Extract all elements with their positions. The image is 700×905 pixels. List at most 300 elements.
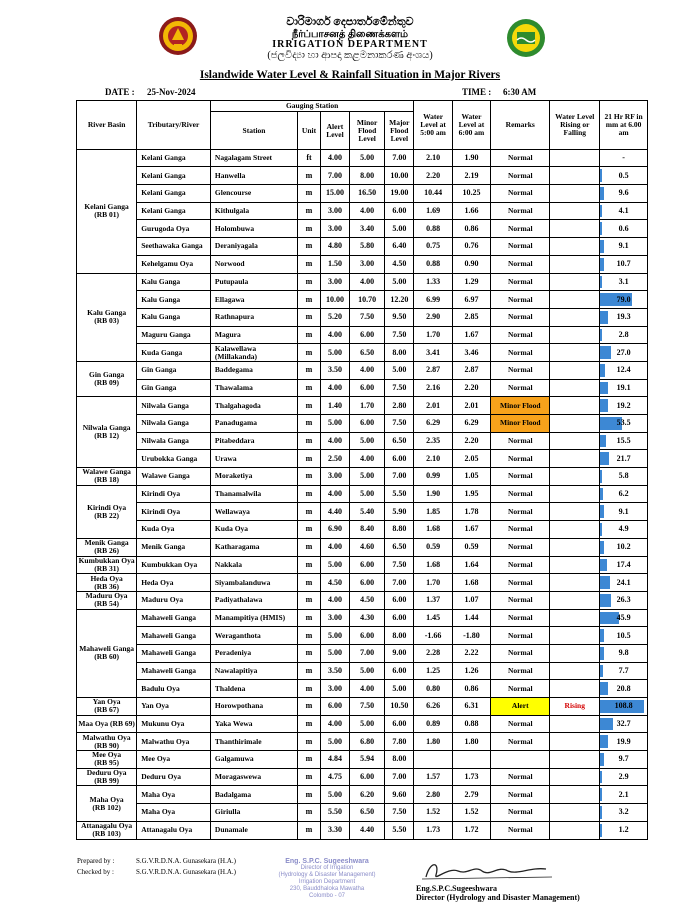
minor-flood-cell: 5.00 [349, 715, 384, 733]
tributary-cell: Nilwala Ganga [137, 432, 211, 450]
unit-cell: m [298, 485, 321, 503]
table-row [77, 415, 648, 433]
rainfall-bar [600, 612, 618, 625]
alert-level-cell: 5.00 [320, 786, 349, 804]
rainfall-bar [600, 665, 603, 678]
unit-cell: m [298, 379, 321, 397]
rainfall-bar [600, 523, 602, 536]
rainfall-value: 24.1 [616, 577, 631, 587]
water-level-6am-cell: 3.46 [452, 344, 490, 362]
date-value: 25-Nov-2024 [147, 87, 196, 97]
tributary-cell: Mahaweli Ganga [137, 662, 211, 680]
station-cell: Kalawellawa (Millakanda) [210, 344, 297, 362]
tributary-cell: Maha Oya [137, 804, 211, 822]
minor-flood-cell: 4.60 [349, 538, 384, 556]
minor-flood-cell: 6.00 [349, 768, 384, 786]
water-level-6am-cell [452, 751, 490, 769]
col-gauging-station: Gauging Station [210, 101, 413, 112]
remarks-cell: Normal [491, 344, 550, 362]
river-basin-cell: Maduru Oya (RB 54) [77, 591, 137, 609]
river-basin-cell: Kumbukkan Oya (RB 31) [77, 556, 137, 574]
tributary-cell: Attanagalu Oya [137, 821, 211, 839]
table-row [77, 361, 648, 379]
stamp-line: 230, Bauddhaloka Mawatha [289, 886, 365, 892]
rising-falling-cell [550, 344, 600, 362]
rising-falling-cell [550, 804, 600, 822]
remarks-cell: Normal [491, 574, 550, 592]
remarks-cell: Minor Flood [491, 397, 550, 415]
station-cell: Hanwella [210, 167, 297, 185]
rainfall-cell [600, 804, 648, 822]
remarks-cell: Normal [491, 662, 550, 680]
rainfall-bar [600, 364, 605, 377]
unit-cell: m [298, 185, 321, 203]
rising-falling-cell [550, 450, 600, 468]
rising-falling-cell [550, 273, 600, 291]
rainfall-value: 1.2 [618, 825, 629, 835]
rainfall-value: 0.6 [618, 223, 629, 233]
water-level-6am-cell: 2.19 [452, 167, 490, 185]
rainfall-value: 53.5 [616, 418, 631, 428]
rising-falling-cell [550, 662, 600, 680]
tributary-cell: Gin Ganga [137, 361, 211, 379]
table-row [77, 432, 648, 450]
rainfall-cell [600, 609, 648, 627]
rainfall-cell [600, 556, 648, 574]
station-cell: Thanthirimale [210, 733, 297, 751]
checked-by-value: S.G.V.R.D.N.A. Gunasekara (H.A.) [136, 868, 236, 876]
minor-flood-cell: 4.00 [349, 450, 384, 468]
alert-level-cell: 5.20 [320, 308, 349, 326]
table-row [77, 538, 648, 556]
major-flood-cell: 6.00 [385, 202, 414, 220]
rainfall-cell [600, 238, 648, 256]
minor-flood-cell: 4.00 [349, 680, 384, 698]
river-basin-cell: Nilwala Ganga (RB 12) [77, 397, 137, 468]
remarks-cell: Normal [491, 291, 550, 309]
unit-cell: m [298, 167, 321, 185]
tributary-cell: Kirindi Oya [137, 503, 211, 521]
rising-falling-cell [550, 167, 600, 185]
rainfall-cell [600, 698, 648, 716]
rising-falling-cell [550, 538, 600, 556]
rainfall-bar [600, 311, 608, 324]
minor-flood-cell: 6.00 [349, 556, 384, 574]
remarks-cell: Normal [491, 326, 550, 344]
table-row [77, 733, 648, 751]
tributary-cell: Badulu Oya [137, 680, 211, 698]
tributary-cell: Mee Oya [137, 751, 211, 769]
remarks-cell: Normal [491, 715, 550, 733]
water-level-6am-cell: 1.64 [452, 556, 490, 574]
table-row [77, 574, 648, 592]
rainfall-bar [600, 169, 602, 182]
tributary-cell: Maha Oya [137, 786, 211, 804]
minor-flood-cell: 10.70 [349, 291, 384, 309]
rising-falling-cell [550, 821, 600, 839]
water-level-6am-cell: 0.90 [452, 255, 490, 273]
water-level-6am-cell: 1.90 [452, 150, 490, 167]
unit-cell: m [298, 468, 321, 486]
rainfall-cell [600, 326, 648, 344]
rainfall-bar [600, 205, 602, 218]
major-flood-cell: 6.50 [385, 538, 414, 556]
water-level-6am-cell: 2.20 [452, 432, 490, 450]
tributary-cell: Kelani Ganga [137, 202, 211, 220]
station-cell: Moraketiya [210, 468, 297, 486]
water-level-6am-cell: 1.78 [452, 503, 490, 521]
rising-falling-cell [550, 627, 600, 645]
minor-flood-cell: 6.50 [349, 344, 384, 362]
station-cell: Deraniyagala [210, 238, 297, 256]
station-cell: Kuda Oya [210, 521, 297, 539]
minor-flood-cell: 5.00 [349, 485, 384, 503]
alert-level-cell: 5.00 [320, 644, 349, 662]
river-basin-cell: Deduru Oya (RB 99) [77, 768, 137, 786]
unit-cell: m [298, 751, 321, 769]
rising-falling-cell [550, 556, 600, 574]
rainfall-cell [600, 503, 648, 521]
rising-falling-cell [550, 220, 600, 238]
stamp-line: (Hydrology & Disaster Management) [278, 872, 376, 878]
remarks-cell: Normal [491, 308, 550, 326]
unit-cell: m [298, 680, 321, 698]
remarks-cell: Normal [491, 220, 550, 238]
rising-falling-cell [550, 432, 600, 450]
water-level-5am-cell: 0.88 [414, 220, 452, 238]
unit-cell: m [298, 609, 321, 627]
tributary-cell: Mukunu Oya [137, 715, 211, 733]
rainfall-bar [600, 505, 604, 518]
rising-falling-cell [550, 361, 600, 379]
rising-falling-cell [550, 468, 600, 486]
table-row [77, 609, 648, 627]
minor-flood-cell: 1.70 [349, 397, 384, 415]
rainfall-bar [600, 771, 602, 784]
remarks-cell: Normal [491, 786, 550, 804]
water-level-6am-cell: 0.76 [452, 238, 490, 256]
tributary-cell: Mahaweli Ganga [137, 627, 211, 645]
alert-level-cell: 4.00 [320, 591, 349, 609]
alert-level-cell: 4.00 [320, 379, 349, 397]
unit-cell: m [298, 202, 321, 220]
rainfall-cell [600, 291, 648, 309]
unit-cell: m [298, 344, 321, 362]
major-flood-cell: 7.00 [385, 768, 414, 786]
remarks-cell: Normal [491, 644, 550, 662]
rainfall-bar [600, 240, 604, 253]
alert-level-cell: 6.90 [320, 521, 349, 539]
minor-flood-cell: 5.00 [349, 432, 384, 450]
rainfall-bar [600, 576, 610, 589]
alert-level-cell: 4.40 [320, 503, 349, 521]
remarks-cell: Normal [491, 521, 550, 539]
tributary-cell: Nilwala Ganga [137, 397, 211, 415]
unit-cell: m [298, 591, 321, 609]
rainfall-cell [600, 415, 648, 433]
alert-level-cell: 1.50 [320, 255, 349, 273]
unit-cell: m [298, 733, 321, 751]
water-level-5am-cell: 2.87 [414, 361, 452, 379]
water-level-6am-cell: 2.79 [452, 786, 490, 804]
rising-falling-cell [550, 150, 600, 167]
rainfall-cell [600, 397, 648, 415]
unit-cell: m [298, 308, 321, 326]
rainfall-value: 32.7 [616, 719, 631, 729]
station-cell: Nagalagam Street [210, 150, 297, 167]
rising-falling-cell [550, 202, 600, 220]
tributary-cell: Gurugoda Oya [137, 220, 211, 238]
major-flood-cell: 6.00 [385, 450, 414, 468]
rainfall-cell [600, 185, 648, 203]
remarks-cell: Normal [491, 680, 550, 698]
rising-falling-cell [550, 733, 600, 751]
rainfall-bar [600, 629, 604, 642]
alert-level-cell: 7.00 [320, 167, 349, 185]
rainfall-cell [600, 308, 648, 326]
tributary-cell: Kalu Ganga [137, 273, 211, 291]
tributary-cell: Gin Ganga [137, 379, 211, 397]
table-row [77, 786, 648, 804]
water-level-6am-cell: 2.85 [452, 308, 490, 326]
remarks-cell: Normal [491, 591, 550, 609]
rainfall-bar [600, 258, 604, 271]
unit-cell: m [298, 804, 321, 822]
tributary-cell: Mahaweli Ganga [137, 609, 211, 627]
station-cell: Nawalapitiya [210, 662, 297, 680]
unit-cell: m [298, 415, 321, 433]
rainfall-cell [600, 751, 648, 769]
remarks-cell: Normal [491, 185, 550, 203]
water-level-5am-cell: 10.44 [414, 185, 452, 203]
water-level-5am-cell: 0.88 [414, 255, 452, 273]
station-cell: Norwood [210, 255, 297, 273]
rainfall-value: 26.3 [616, 595, 631, 605]
unit-cell: m [298, 627, 321, 645]
rainfall-bar [600, 488, 602, 501]
rainfall-value: 9.7 [618, 754, 629, 764]
alert-level-cell: 5.00 [320, 627, 349, 645]
river-basin-cell: Kelani Ganga (RB 01) [77, 150, 137, 274]
table-row [77, 662, 648, 680]
remarks-cell: Alert [491, 698, 550, 716]
water-level-6am-cell: 10.25 [452, 185, 490, 203]
rainfall-cell [600, 538, 648, 556]
unit-cell: m [298, 255, 321, 273]
rainfall-cell [600, 715, 648, 733]
table-row [77, 238, 648, 256]
station-cell: Moragaswewa [210, 768, 297, 786]
unit-cell: m [298, 521, 321, 539]
station-cell: Siyambalanduwa [210, 574, 297, 592]
table-row [77, 821, 648, 839]
tributary-cell: Nilwala Ganga [137, 415, 211, 433]
minor-flood-cell: 3.00 [349, 255, 384, 273]
station-cell: Glencourse [210, 185, 297, 203]
unit-cell: m [298, 397, 321, 415]
tributary-cell: Walawe Ganga [137, 468, 211, 486]
water-level-5am-cell: 6.99 [414, 291, 452, 309]
minor-flood-cell: 4.50 [349, 591, 384, 609]
table-row [77, 768, 648, 786]
station-cell: Pitabeddara [210, 432, 297, 450]
table-row [77, 556, 648, 574]
tributary-cell: Kelani Ganga [137, 185, 211, 203]
rainfall-value: 10.7 [616, 259, 631, 269]
station-cell: Putupaula [210, 273, 297, 291]
water-level-6am-cell: 0.86 [452, 680, 490, 698]
document-header [0, 0, 700, 70]
station-cell: Wellawaya [210, 503, 297, 521]
col-major-flood-level: Major Flood Level [385, 112, 414, 150]
unit-cell: m [298, 450, 321, 468]
water-level-5am-cell: 1.68 [414, 556, 452, 574]
rainfall-cell [600, 150, 648, 167]
major-flood-cell: 8.00 [385, 751, 414, 769]
rainfall-bar [600, 682, 608, 695]
major-flood-cell: 6.40 [385, 238, 414, 256]
rainfall-bar [600, 382, 608, 395]
water-level-6am-cell: -1.80 [452, 627, 490, 645]
water-level-6am-cell: 2.20 [452, 379, 490, 397]
water-level-5am-cell: 1.70 [414, 574, 452, 592]
river-basin-cell: Walawe Ganga (RB 18) [77, 468, 137, 486]
table-row [77, 344, 648, 362]
station-cell: Katharagama [210, 538, 297, 556]
rainfall-bar [600, 594, 611, 607]
alert-level-cell: 2.50 [320, 450, 349, 468]
rising-falling-cell [550, 609, 600, 627]
station-cell: Thawalama [210, 379, 297, 397]
report-title: Islandwide Water Level & Rainfall Situation in Major Rivers [199, 69, 501, 81]
rainfall-cell [600, 202, 648, 220]
rainfall-cell [600, 255, 648, 273]
water-level-5am-cell: 1.37 [414, 591, 452, 609]
col-station: Station [210, 112, 297, 150]
minor-flood-cell: 5.40 [349, 503, 384, 521]
rainfall-value: 19.9 [616, 736, 631, 746]
rainfall-value: 20.8 [616, 683, 631, 693]
tributary-cell: Yan Oya [137, 698, 211, 716]
unit-cell: m [298, 503, 321, 521]
time-value: 6:30 AM [503, 87, 537, 97]
rainfall-bar [600, 541, 604, 554]
rainfall-value: 5.8 [618, 471, 629, 481]
table-row [77, 202, 648, 220]
water-level-6am-cell: 1.26 [452, 662, 490, 680]
water-level-5am-cell: 6.29 [414, 415, 452, 433]
major-flood-cell: 8.00 [385, 344, 414, 362]
alert-level-cell: 4.00 [320, 715, 349, 733]
irrigation-department-logo-icon [506, 18, 546, 58]
station-cell: Baddegama [210, 361, 297, 379]
rainfall-value: 27.0 [616, 347, 631, 357]
remarks-cell: Normal [491, 627, 550, 645]
unit-cell: m [298, 432, 321, 450]
water-level-5am-cell: 0.99 [414, 468, 452, 486]
station-cell: Thalgahagoda [210, 397, 297, 415]
alert-level-cell: 4.80 [320, 238, 349, 256]
alert-level-cell: 10.00 [320, 291, 349, 309]
rainfall-value: 0.5 [618, 170, 629, 180]
alert-level-cell: 3.50 [320, 662, 349, 680]
water-level-5am-cell: 6.26 [414, 698, 452, 716]
rainfall-value: 12.4 [616, 365, 631, 375]
minor-flood-cell: 3.40 [349, 220, 384, 238]
water-level-5am-cell: 0.80 [414, 680, 452, 698]
water-level-5am-cell: 0.59 [414, 538, 452, 556]
rising-falling-cell [550, 751, 600, 769]
remarks-cell: Normal [491, 379, 550, 397]
alert-level-cell: 3.00 [320, 273, 349, 291]
col-unit: Unit [298, 112, 321, 150]
alert-level-cell: 3.00 [320, 220, 349, 238]
tributary-cell: Menik Ganga [137, 538, 211, 556]
table-row [77, 698, 648, 716]
station-cell: Holombuwa [210, 220, 297, 238]
rainfall-bar [600, 399, 608, 412]
major-flood-cell: 7.00 [385, 574, 414, 592]
alert-level-cell: 3.30 [320, 821, 349, 839]
stamp-line: Colombo - 07 [308, 893, 346, 899]
rainfall-value: 19.2 [616, 400, 631, 410]
major-flood-cell: 12.20 [385, 291, 414, 309]
rainfall-value: 7.7 [618, 665, 629, 675]
rainfall-value: 9.1 [618, 506, 629, 516]
rainfall-value: 9.8 [618, 648, 629, 658]
minor-flood-cell: 5.00 [349, 662, 384, 680]
water-level-5am-cell: 1.25 [414, 662, 452, 680]
unit-cell: m [298, 273, 321, 291]
alert-level-cell: 3.00 [320, 468, 349, 486]
rainfall-value: 108.8 [614, 701, 633, 711]
minor-flood-cell: 6.00 [349, 574, 384, 592]
tributary-cell: Deduru Oya [137, 768, 211, 786]
station-cell: Galgamuwa [210, 751, 297, 769]
rainfall-value: 4.1 [618, 206, 629, 216]
minor-flood-cell: 7.50 [349, 308, 384, 326]
rainfall-value: 21.7 [616, 453, 631, 463]
rainfall-value: - [622, 153, 625, 163]
tributary-cell: Maguru Ganga [137, 326, 211, 344]
water-level-6am-cell: 1.95 [452, 485, 490, 503]
alert-level-cell: 5.00 [320, 556, 349, 574]
rainfall-cell [600, 644, 648, 662]
rainfall-bar [600, 276, 602, 289]
alert-level-cell: 15.00 [320, 185, 349, 203]
table-row [77, 308, 648, 326]
station-cell: Kithulgala [210, 202, 297, 220]
tributary-cell: Maduru Oya [137, 591, 211, 609]
unit-cell: m [298, 326, 321, 344]
water-level-6am-cell: 1.29 [452, 273, 490, 291]
stamp-line: Irrigation Department [298, 879, 356, 885]
header-division: (ජලවිද්‍යා හා ආපදා කළමනාකරණ අංශය) [267, 50, 433, 61]
remarks-cell: Normal [491, 733, 550, 751]
table-row [77, 503, 648, 521]
rising-falling-cell [550, 415, 600, 433]
rainfall-value: 10.2 [616, 542, 631, 552]
alert-level-cell: 1.40 [320, 397, 349, 415]
col-remarks: Remarks [491, 101, 550, 150]
rising-falling-cell [550, 291, 600, 309]
table-row [77, 715, 648, 733]
table-row [77, 521, 648, 539]
table-row [77, 379, 648, 397]
signatory-name: Eng.S.P.C.Sugeeshwara [416, 884, 498, 893]
tributary-cell: Seethawaka Ganga [137, 238, 211, 256]
water-level-5am-cell: 2.10 [414, 150, 452, 167]
